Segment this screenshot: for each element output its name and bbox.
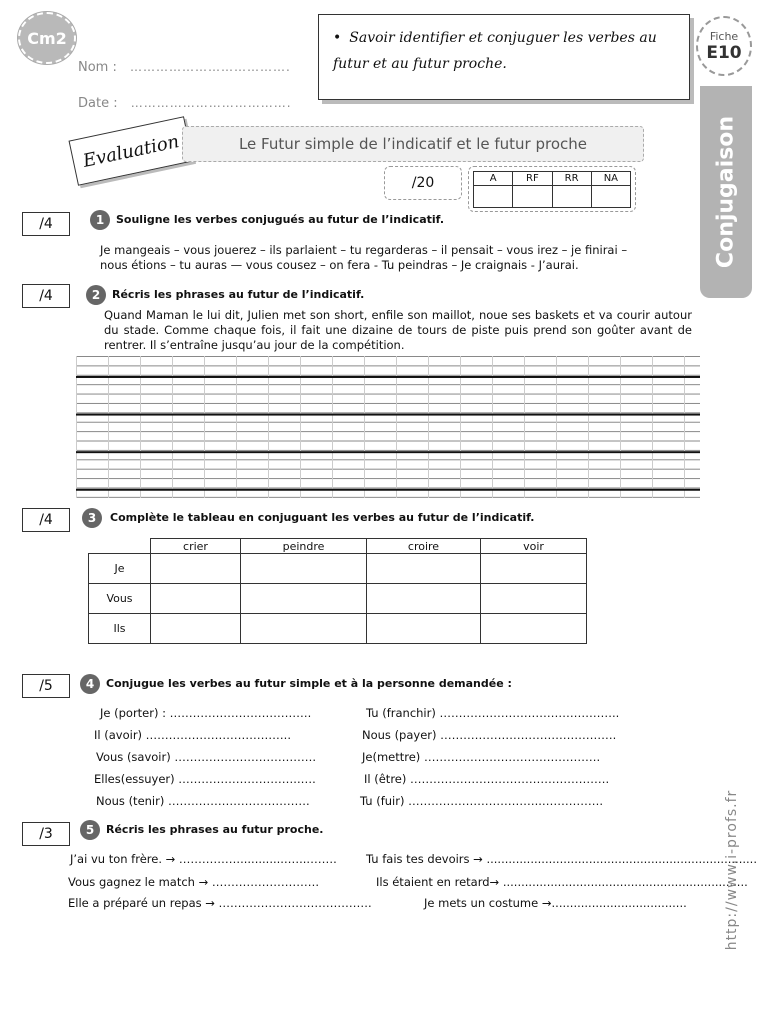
- table-cell[interactable]: [367, 584, 481, 614]
- fiche-code: E10: [706, 42, 742, 63]
- exercise-2-score: /4: [22, 284, 70, 308]
- exercise-4-item[interactable]: Je(mettre) ……………………………………….: [362, 750, 601, 764]
- exercise-1-line: nous étions – tu auras — vous cousez – on fera - Tu peindras – Je craignais - J’aurai.: [100, 258, 579, 272]
- exercise-5-score: /3: [22, 822, 70, 846]
- exercise-4-item[interactable]: Elles(essuyer) …………………………..….: [94, 772, 316, 786]
- exercise-1-number: 1: [90, 210, 110, 230]
- nom-dots: ……………………………….: [129, 60, 291, 74]
- conjugation-table: [88, 538, 587, 644]
- evaluation-stamp: Evaluation: [69, 116, 194, 186]
- exercise-1-text: [100, 243, 627, 273]
- table-row-label: Ils: [89, 614, 151, 644]
- exercise-5-title: Récris les phrases au futur proche.: [106, 823, 324, 836]
- table-cell[interactable]: [151, 584, 241, 614]
- table-row-label: Je: [89, 554, 151, 584]
- exercise-5-item[interactable]: J’ai vu ton frère. → ……………..............…...…….: [70, 852, 337, 866]
- table-cell[interactable]: [151, 554, 241, 584]
- fiche-badge: [696, 16, 752, 76]
- exercise-3-score: /4: [22, 508, 70, 532]
- table-cell[interactable]: [367, 614, 481, 644]
- grade-col-na: NA: [591, 172, 630, 186]
- table-cell[interactable]: [241, 554, 367, 584]
- exercise-1-title: Souligne les verbes conjugués au futur de l’indicatif.: [116, 213, 445, 226]
- nom-field[interactable]: [78, 56, 291, 75]
- exercise-5-item[interactable]: Vous gagnez le match → ……………………….: [68, 875, 320, 889]
- grade-cell[interactable]: [513, 186, 552, 208]
- exercise-1-score: /4: [22, 212, 70, 236]
- grade-cell[interactable]: [474, 186, 513, 208]
- subject-tab: [700, 86, 752, 298]
- exercise-4-item[interactable]: Tu (fuir) ……………………………..…………….: [360, 794, 604, 808]
- exercise-4-item[interactable]: Vous (savoir) ……………………………….: [96, 750, 317, 764]
- exercise-4-number: 4: [80, 674, 100, 694]
- exercise-4-item[interactable]: Tu (franchir) ………………………………………..: [366, 706, 620, 720]
- date-label: Date :: [78, 96, 118, 111]
- table-header: peindre: [241, 539, 367, 554]
- fiche-label: Fiche: [709, 29, 739, 43]
- table-header: croire: [367, 539, 481, 554]
- grade-cell[interactable]: [591, 186, 630, 208]
- level-badge: Cm2: [18, 12, 76, 64]
- exercise-4-score: /5: [22, 674, 70, 698]
- exercise-2-text: Quand Maman le lui dit, Julien met son short, enfile son maillot, noue ses baskets et va courir autour du stade. Comme chaque fois, il fait une dizaine de tours de piste puis prend son goûter avant de rentrer. Il s’entraîne jusqu’au jour de la compétition.: [104, 308, 692, 352]
- table-cell[interactable]: [481, 554, 587, 584]
- date-field[interactable]: [78, 92, 292, 111]
- objective-text: Savoir identifier et conjuguer les verbes au futur et au futur proche.: [333, 30, 657, 72]
- objective-box: [318, 14, 690, 100]
- exercise-4-item[interactable]: Je (porter) : ……………………………….: [100, 706, 312, 720]
- exercise-1-line: Je mangeais – vous jouerez – ils parlaient – tu regarderas – il pensait – vous irez – je finirai –: [100, 243, 628, 257]
- exercise-5-item[interactable]: Elle a préparé un repas → ………………………………….: [68, 896, 372, 910]
- grade-cell[interactable]: [552, 186, 591, 208]
- table-cell[interactable]: [241, 614, 367, 644]
- total-score: /20: [384, 166, 462, 200]
- exercise-2-number: 2: [86, 285, 106, 305]
- subject-label: Conjugaison: [713, 115, 739, 269]
- exercise-4-item[interactable]: Nous (payer) ……………………………………….: [362, 728, 617, 742]
- grade-col-rr: RR: [552, 172, 591, 186]
- table-cell[interactable]: [151, 614, 241, 644]
- grade-col-rf: RF: [513, 172, 552, 186]
- exercise-5-item[interactable]: Ils étaient en retard→ ...................................................................: [376, 875, 748, 889]
- grade-col-a: A: [474, 172, 513, 186]
- exercise-4-title: Conjugue les verbes au futur simple et à la personne demandée :: [106, 677, 512, 690]
- exercise-4-item[interactable]: Nous (tenir) ……………………………….: [96, 794, 310, 808]
- exercise-2-title: Récris les phrases au futur de l’indicatif.: [112, 288, 365, 301]
- grade-grid: [468, 166, 636, 212]
- source-url-text: http://www.i-profs.fr: [724, 789, 740, 951]
- handwriting-lines[interactable]: [76, 356, 700, 498]
- table-header: voir: [481, 539, 587, 554]
- table-row-label: Vous: [89, 584, 151, 614]
- table-cell[interactable]: [481, 584, 587, 614]
- table-cell[interactable]: [367, 554, 481, 584]
- exercise-4-item[interactable]: Il (avoir) ………………………………..: [94, 728, 291, 742]
- date-dots: ……………………………….: [130, 96, 292, 110]
- objective-bullet: •: [333, 30, 342, 46]
- table-cell[interactable]: [481, 614, 587, 644]
- exercise-5-number: 5: [80, 820, 100, 840]
- table-cell[interactable]: [241, 584, 367, 614]
- exercise-4-item[interactable]: Il (être) …………………………………………….: [364, 772, 610, 786]
- exercise-3-title: Complète le tableau en conjuguant les verbes au futur de l’indicatif.: [110, 511, 535, 524]
- source-url[interactable]: [722, 780, 742, 960]
- exercise-5-item[interactable]: Je mets un costume →.....................................: [424, 896, 687, 910]
- exercise-3-number: 3: [82, 508, 102, 528]
- exercise-5-item[interactable]: Tu fais tes devoirs → ..........................................................................: [366, 852, 757, 866]
- nom-label: Nom :: [78, 60, 117, 75]
- page-title: Le Futur simple de l’indicatif et le futur proche: [182, 126, 644, 162]
- table-header: crier: [151, 539, 241, 554]
